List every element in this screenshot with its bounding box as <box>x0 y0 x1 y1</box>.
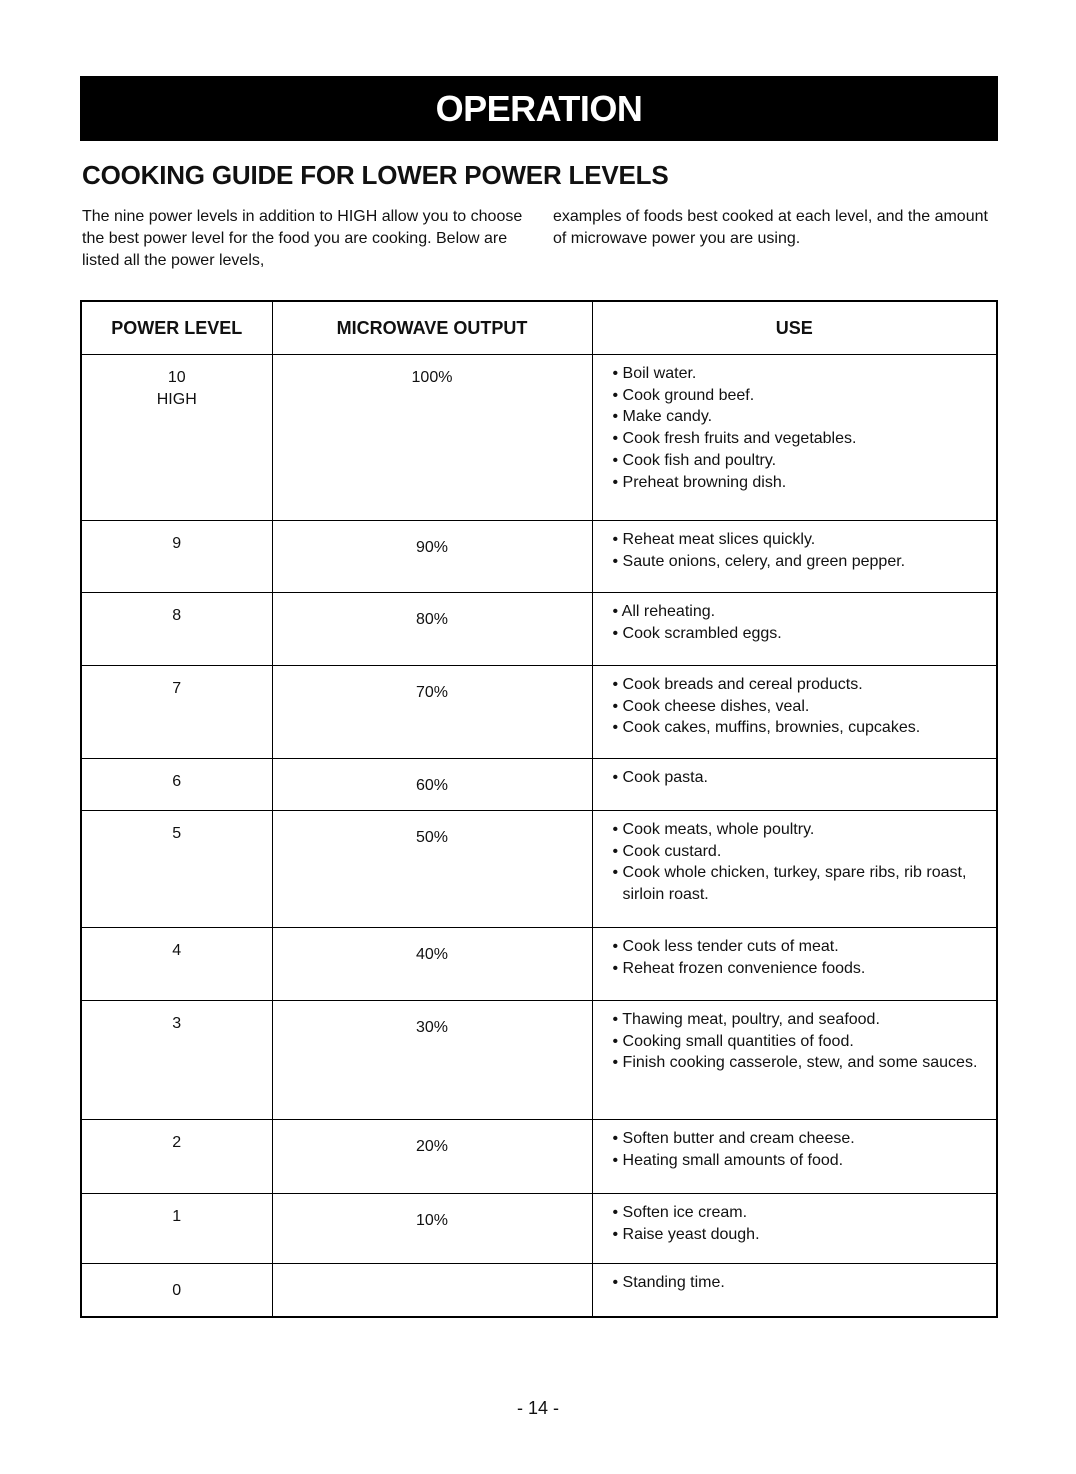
use-cell <box>592 759 997 811</box>
power-level-value: 10 <box>167 369 186 386</box>
bullet-icon: • <box>612 603 622 620</box>
power-level-cell <box>81 1001 272 1120</box>
bullet-icon: • <box>612 365 623 382</box>
use-cell <box>592 1001 997 1120</box>
use-item <box>613 623 987 645</box>
table-header-row <box>81 301 997 355</box>
use-item <box>613 1128 987 1150</box>
use-item <box>613 696 987 718</box>
intro-right: examples of foods best cooked at each level, and the amount of microwave power you are using. <box>553 208 988 247</box>
power-level-cell <box>81 666 272 759</box>
use-cell <box>592 1120 997 1194</box>
use-item-text: Cook ground beef. <box>622 386 755 404</box>
page-number: - 14 - <box>516 1398 559 1418</box>
microwave-output-cell: 50% <box>272 811 592 928</box>
use-item-text: Reheat frozen convenience foods. <box>622 959 866 977</box>
power-level-value: 8 <box>172 607 182 624</box>
use-item-text: Cook less tender cuts of meat. <box>622 938 839 955</box>
use-item <box>613 1031 987 1053</box>
use-item-text: Cook breads and cereal products. <box>622 676 863 693</box>
use-cell <box>592 1194 997 1264</box>
use-cell <box>592 811 997 928</box>
use-item-text: Preheat browning dish. <box>622 473 787 491</box>
microwave-output-cell: 30% <box>272 1001 592 1120</box>
power-level-value: 9 <box>172 535 182 552</box>
microwave-output-cell <box>272 1264 592 1317</box>
power-level-cell <box>81 928 272 1001</box>
bullet-icon: • <box>612 386 623 404</box>
table-row <box>81 1120 997 1194</box>
power-level-cell <box>81 1264 272 1317</box>
table-row <box>81 521 997 593</box>
header-use: USE <box>592 301 997 355</box>
use-item-text: Finish cooking casserole, stew, and some sauces. <box>622 1054 978 1072</box>
use-item <box>613 862 987 905</box>
use-item <box>613 717 987 739</box>
use-item <box>613 674 987 696</box>
use-item <box>613 363 987 385</box>
bullet-icon: • <box>612 959 623 977</box>
use-cell <box>592 593 997 666</box>
use-item <box>613 841 987 863</box>
table-row <box>81 593 997 666</box>
microwave-output-cell: 60% <box>272 759 592 811</box>
microwave-output-cell: 90% <box>272 521 592 593</box>
bullet-icon: • <box>612 552 623 570</box>
power-level-cell <box>81 355 272 521</box>
use-item <box>613 551 987 573</box>
bullet-icon: • <box>612 1054 623 1072</box>
power-level-value: 4 <box>172 942 182 959</box>
page-title: COOKING GUIDE FOR LOWER POWER LEVELS <box>82 160 669 190</box>
microwave-output-cell: 80% <box>272 593 592 666</box>
use-item-text: Cook fish and poultry. <box>622 451 777 469</box>
use-item <box>613 406 987 428</box>
microwave-output-cell: 20% <box>272 1120 592 1194</box>
use-item <box>613 472 987 494</box>
table-row <box>81 759 997 811</box>
bullet-icon: • <box>612 1274 623 1291</box>
bullet-icon: • <box>612 938 623 955</box>
power-level-value: 5 <box>172 825 182 842</box>
use-cell <box>592 355 997 521</box>
bullet-icon: • <box>612 451 623 469</box>
power-level-cell <box>81 593 272 666</box>
bullet-icon: • <box>612 719 623 737</box>
use-cell <box>592 1264 997 1317</box>
bullet-icon: • <box>612 676 623 693</box>
power-level-value: 7 <box>172 680 182 697</box>
use-item-text: Boil water. <box>622 365 697 382</box>
use-item <box>613 936 987 958</box>
header-microwave-output: MICROWAVE OUTPUT <box>272 301 592 355</box>
use-item-text: Standing time. <box>622 1274 725 1291</box>
use-item <box>613 958 987 980</box>
use-item-text: Cooking small quantities of food. <box>622 1032 854 1050</box>
use-item-text: Cook meats, whole poultry. <box>622 821 815 838</box>
bullet-icon: • <box>612 1011 623 1028</box>
use-item <box>613 1009 987 1031</box>
power-level-value: 3 <box>172 1015 182 1032</box>
power-level-cell <box>81 521 272 593</box>
table-row <box>81 811 997 928</box>
power-level-table <box>80 300 998 1318</box>
use-item-text: Soften ice cream. <box>622 1204 748 1221</box>
power-level-value: 1 <box>172 1208 182 1225</box>
use-item <box>613 819 987 841</box>
use-item <box>613 450 987 472</box>
table-row <box>81 666 997 759</box>
bullet-icon: • <box>612 842 623 860</box>
table-row <box>81 1194 997 1264</box>
power-level-cell <box>81 811 272 928</box>
use-item-text: Thawing meat, poultry, and seafood. <box>622 1011 880 1028</box>
bullet-icon: • <box>612 624 623 642</box>
use-item-text: Raise yeast dough. <box>622 1225 760 1243</box>
microwave-output-cell: 10% <box>272 1194 592 1264</box>
bullet-icon: • <box>612 1032 623 1050</box>
microwave-output-cell: 40% <box>272 928 592 1001</box>
bullet-icon: • <box>612 1130 623 1147</box>
bullet-icon: • <box>612 531 623 548</box>
power-level-cell <box>81 759 272 811</box>
use-cell <box>592 666 997 759</box>
use-item <box>613 385 987 407</box>
power-level-cell <box>81 1194 272 1264</box>
microwave-output-cell: 70% <box>272 666 592 759</box>
header-power-level: POWER LEVEL <box>81 301 272 355</box>
use-item <box>613 1150 987 1172</box>
bullet-icon: • <box>612 864 623 882</box>
power-level-value: 6 <box>172 773 182 790</box>
table-row <box>81 1001 997 1120</box>
bullet-icon: • <box>612 408 623 426</box>
bullet-icon: • <box>612 769 623 786</box>
bullet-icon: • <box>612 1225 623 1243</box>
microwave-output-cell: 100% <box>272 355 592 521</box>
bullet-icon: • <box>612 697 623 715</box>
table-row <box>81 1264 997 1317</box>
use-item-text: Soften butter and cream cheese. <box>622 1130 855 1147</box>
bullet-icon: • <box>612 430 623 448</box>
bullet-icon: • <box>612 1151 623 1169</box>
use-item-text: Cook whole chicken, turkey, spare ribs, rib roast, sirloin roast. <box>622 864 967 904</box>
use-item <box>613 529 987 551</box>
use-item-text: Make candy. <box>622 408 713 426</box>
use-item <box>613 1202 987 1224</box>
power-level-value: 0 <box>172 1282 182 1299</box>
use-item-text: Cook pasta. <box>622 769 708 786</box>
bullet-icon: • <box>612 473 623 491</box>
use-item <box>613 1272 987 1294</box>
use-item <box>613 1224 987 1246</box>
use-item-text: Cook fresh fruits and vegetables. <box>622 430 857 448</box>
power-level-value: 2 <box>172 1134 182 1151</box>
use-item-text: All reheating. <box>621 603 716 620</box>
bullet-icon: • <box>612 1204 623 1221</box>
use-item-text: Heating small amounts of food. <box>622 1151 844 1169</box>
use-item-text: Cook scrambled eggs. <box>622 624 782 642</box>
intro-left: The nine power levels in addition to HIGH allow you to choose the best power level for the food you are cooking. Below are listed all the power levels, <box>82 208 523 269</box>
use-item-text: Saute onions, celery, and green pepper. <box>622 552 906 570</box>
section-banner: OPERATION <box>80 76 998 141</box>
use-item-text: Reheat meat slices quickly. <box>622 531 816 548</box>
use-item <box>613 601 987 623</box>
use-item-text: Cook cakes, muffins, brownies, cupcakes. <box>622 719 921 737</box>
use-item-text: Cook cheese dishes, veal. <box>622 697 810 715</box>
use-item <box>613 428 987 450</box>
power-level-cell <box>81 1120 272 1194</box>
use-cell <box>592 521 997 593</box>
use-item-text: Cook custard. <box>622 842 722 860</box>
table-row <box>81 928 997 1001</box>
table-row <box>81 355 997 521</box>
bullet-icon: • <box>612 821 623 838</box>
use-cell <box>592 928 997 1001</box>
use-item <box>613 1052 987 1074</box>
power-level-value: HIGH <box>156 391 197 408</box>
use-item <box>613 767 987 789</box>
